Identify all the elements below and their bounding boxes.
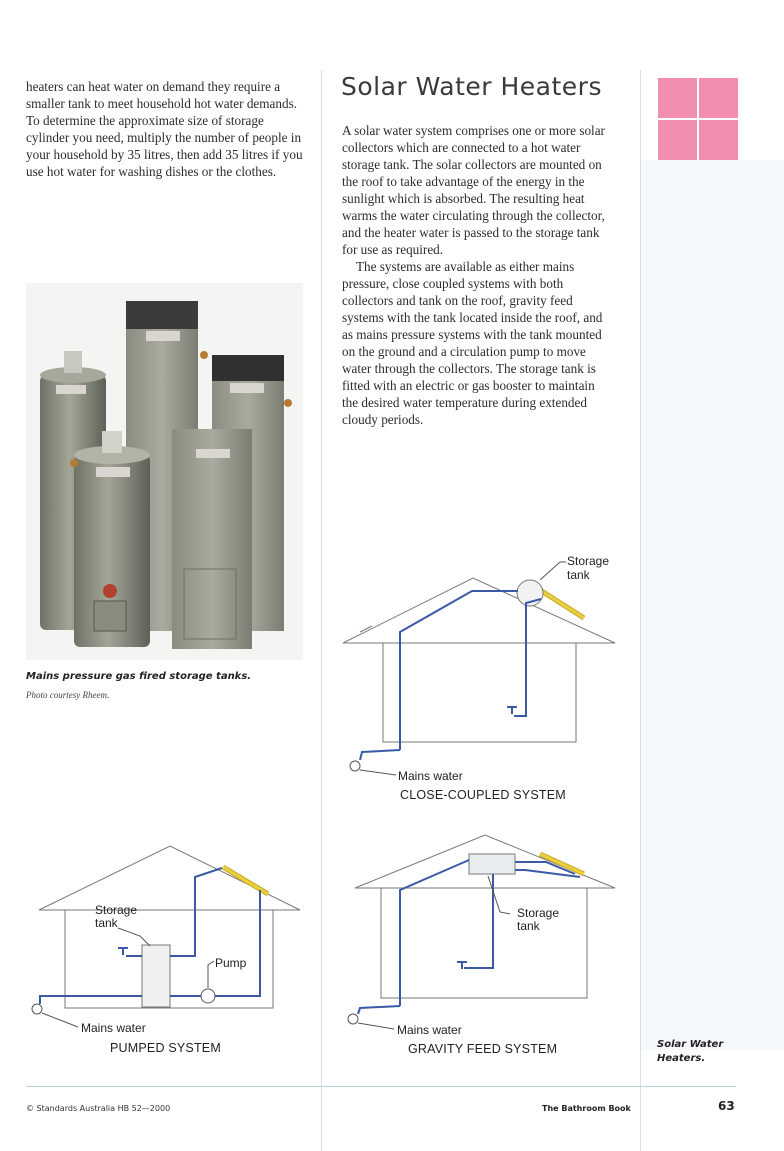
pumped-storage-label-2: tank (95, 916, 118, 930)
pink-tile-decoration (658, 78, 738, 160)
photo-caption: Mains pressure gas fired storage tanks. (26, 671, 252, 682)
pump-icon (201, 989, 215, 1003)
footer-copyright: © Standards Australia HB 52—2000 (26, 1104, 171, 1113)
column-divider-right (640, 70, 641, 1151)
water-heaters-illustration (26, 283, 303, 660)
cc-storage-label-2: tank (567, 568, 590, 582)
gravity-storage-label-1: Storage (517, 906, 560, 920)
column-divider (321, 70, 322, 1151)
cc-storage-label-1: Storage (567, 554, 610, 568)
pumped-diagram-title: PUMPED SYSTEM (110, 1041, 221, 1055)
gravity-mains-label: Mains water (397, 1023, 462, 1037)
cc-diagram-title: CLOSE-COUPLED SYSTEM (400, 788, 566, 802)
pumped-diagram (32, 846, 300, 1027)
storage-tank-icon (517, 580, 543, 606)
article-body (342, 122, 614, 428)
pumped-mains-label: Mains water (81, 1021, 146, 1035)
storage-tank-icon (142, 945, 170, 1007)
paragraph-2: The systems are available as either mains pressure, close coupled systems with both collectors and tank on the roof, gravity feed systems with the tank located inside the roof, and as mains pressure systems with the tank mounted on the ground and a circulation pump to move water through the collectors. The storage tank is fitted with an electric or gas booster to maintain the desired water temperature during extended cloudy periods. (342, 259, 603, 427)
page-title: Solar Water Heaters (341, 72, 602, 101)
side-caption: Solar Water Heaters. (657, 1039, 724, 1064)
storage-tank-icon (469, 854, 515, 874)
gravity-storage-label-2: tank (517, 919, 540, 933)
right-margin-tint (640, 160, 784, 1050)
pumped-storage-label-1: Storage (95, 903, 138, 917)
close-coupled-diagram (343, 562, 615, 775)
intro-paragraph: heaters can heat water on demand they require a smaller tank to meet household hot water demands. To determine the approximate size of storage cylinder you need, multiply the number of people in your household by 35 litres, then add 35 litres if you use hot water for washing dishes or the clothes. (26, 79, 303, 179)
water-heaters-photo (26, 283, 303, 660)
paragraph-1: A solar water system comprises one or more solar collectors which are connected to a hot water storage tank. The solar collectors are mounted on the roof to take advantage of the energy in the sunlight which is absorbed. The resulting heat warms the water circulating through the collector, and the heater water is passed to the storage tank for use as required. (342, 123, 605, 257)
gravity-diagram-title: GRAVITY FEED SYSTEM (408, 1042, 558, 1056)
pump-label: Pump (215, 956, 247, 970)
footer-rule (26, 1086, 736, 1087)
cc-mains-label: Mains water (398, 769, 463, 783)
footer-book-title: The Bathroom Book (542, 1104, 631, 1113)
gravity-feed-diagram (348, 835, 615, 1029)
page-number: 63 (718, 1099, 735, 1113)
photo-credit: Photo courtesy Rheem. (26, 690, 110, 700)
